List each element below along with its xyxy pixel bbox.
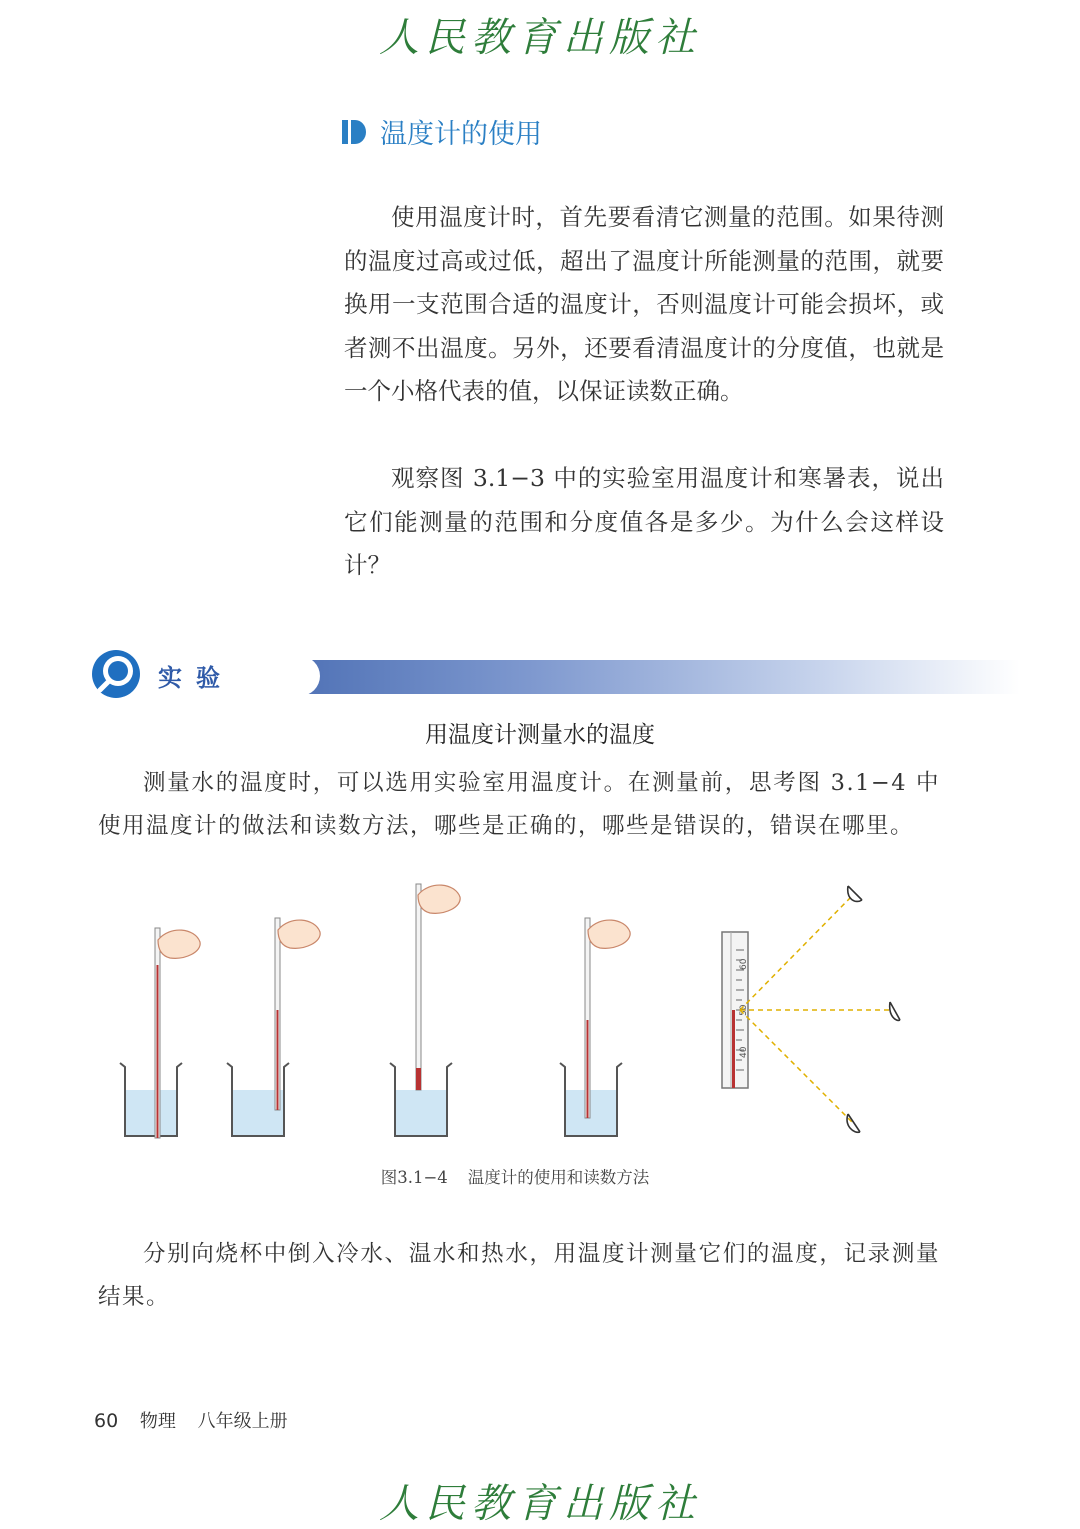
- experiment-title: 用温度计测量水的温度: [425, 722, 655, 748]
- paragraph-thermometer-range: 使用温度计时，首先要看清它测量的范围。如果待测的温度过高或过低，超出了温度计所能测量的范围，就要换用一支范围合适的温度计，否则温度计可能会损坏，或者测不出温度。另外，还要看清温度计的分度值，也就是一个小格代表的值，以保证读数正确。: [344, 203, 944, 405]
- magnifier-icon: [90, 648, 144, 700]
- experiment-label: 实验: [158, 664, 234, 692]
- beaker-3: [390, 884, 460, 1136]
- publisher-watermark-bottom: 人民教育出版社: [379, 1481, 701, 1527]
- figure-number: 图3.1−4: [380, 1168, 448, 1187]
- experiment-banner: [90, 648, 930, 700]
- experiment-instruction: 分别向烧杯中倒入冷水、温水和热水，用温度计测量它们的温度，记录测量结果。: [98, 1241, 940, 1310]
- paragraph-observe-figure: 观察图 3.1−3 中的实验室用温度计和寒暑表，说出它们能测量的范围和分度值各是多少。为什么会这样设计？: [344, 464, 944, 579]
- figure-caption-text: 温度计的使用和读数方法: [467, 1168, 650, 1187]
- section-heading: [342, 112, 542, 151]
- figure-thermometer-usage: [100, 870, 940, 1170]
- footer-subject: 物理: [139, 1411, 176, 1432]
- beaker-4: [560, 918, 630, 1136]
- scale-label-40: 40: [739, 1046, 749, 1058]
- beaker-2: [227, 918, 320, 1136]
- page-footer: [94, 1407, 304, 1433]
- banner-gradient: [210, 660, 1020, 694]
- experiment-intro: 测量水的温度时，可以选用实验室用温度计。在测量前，思考图 3.1−4 中使用温度计的做法和读数方法，哪些是正确的，哪些是错误的，错误在哪里。: [98, 770, 940, 839]
- footer-grade: 八年级上册: [197, 1411, 288, 1432]
- section-title: 温度计的使用: [380, 119, 542, 150]
- scale-label-50: 50: [739, 1004, 749, 1016]
- reading-method-diagram: [722, 886, 900, 1132]
- publisher-watermark-top: 人民教育出版社: [379, 15, 701, 61]
- beaker-1: [120, 928, 200, 1138]
- eye-icons: [847, 886, 900, 1132]
- section-marker-icon: [342, 119, 366, 145]
- page-number: 60: [94, 1410, 119, 1432]
- scale-label-60: 60: [739, 958, 749, 970]
- figure-caption: [0, 1164, 1030, 1188]
